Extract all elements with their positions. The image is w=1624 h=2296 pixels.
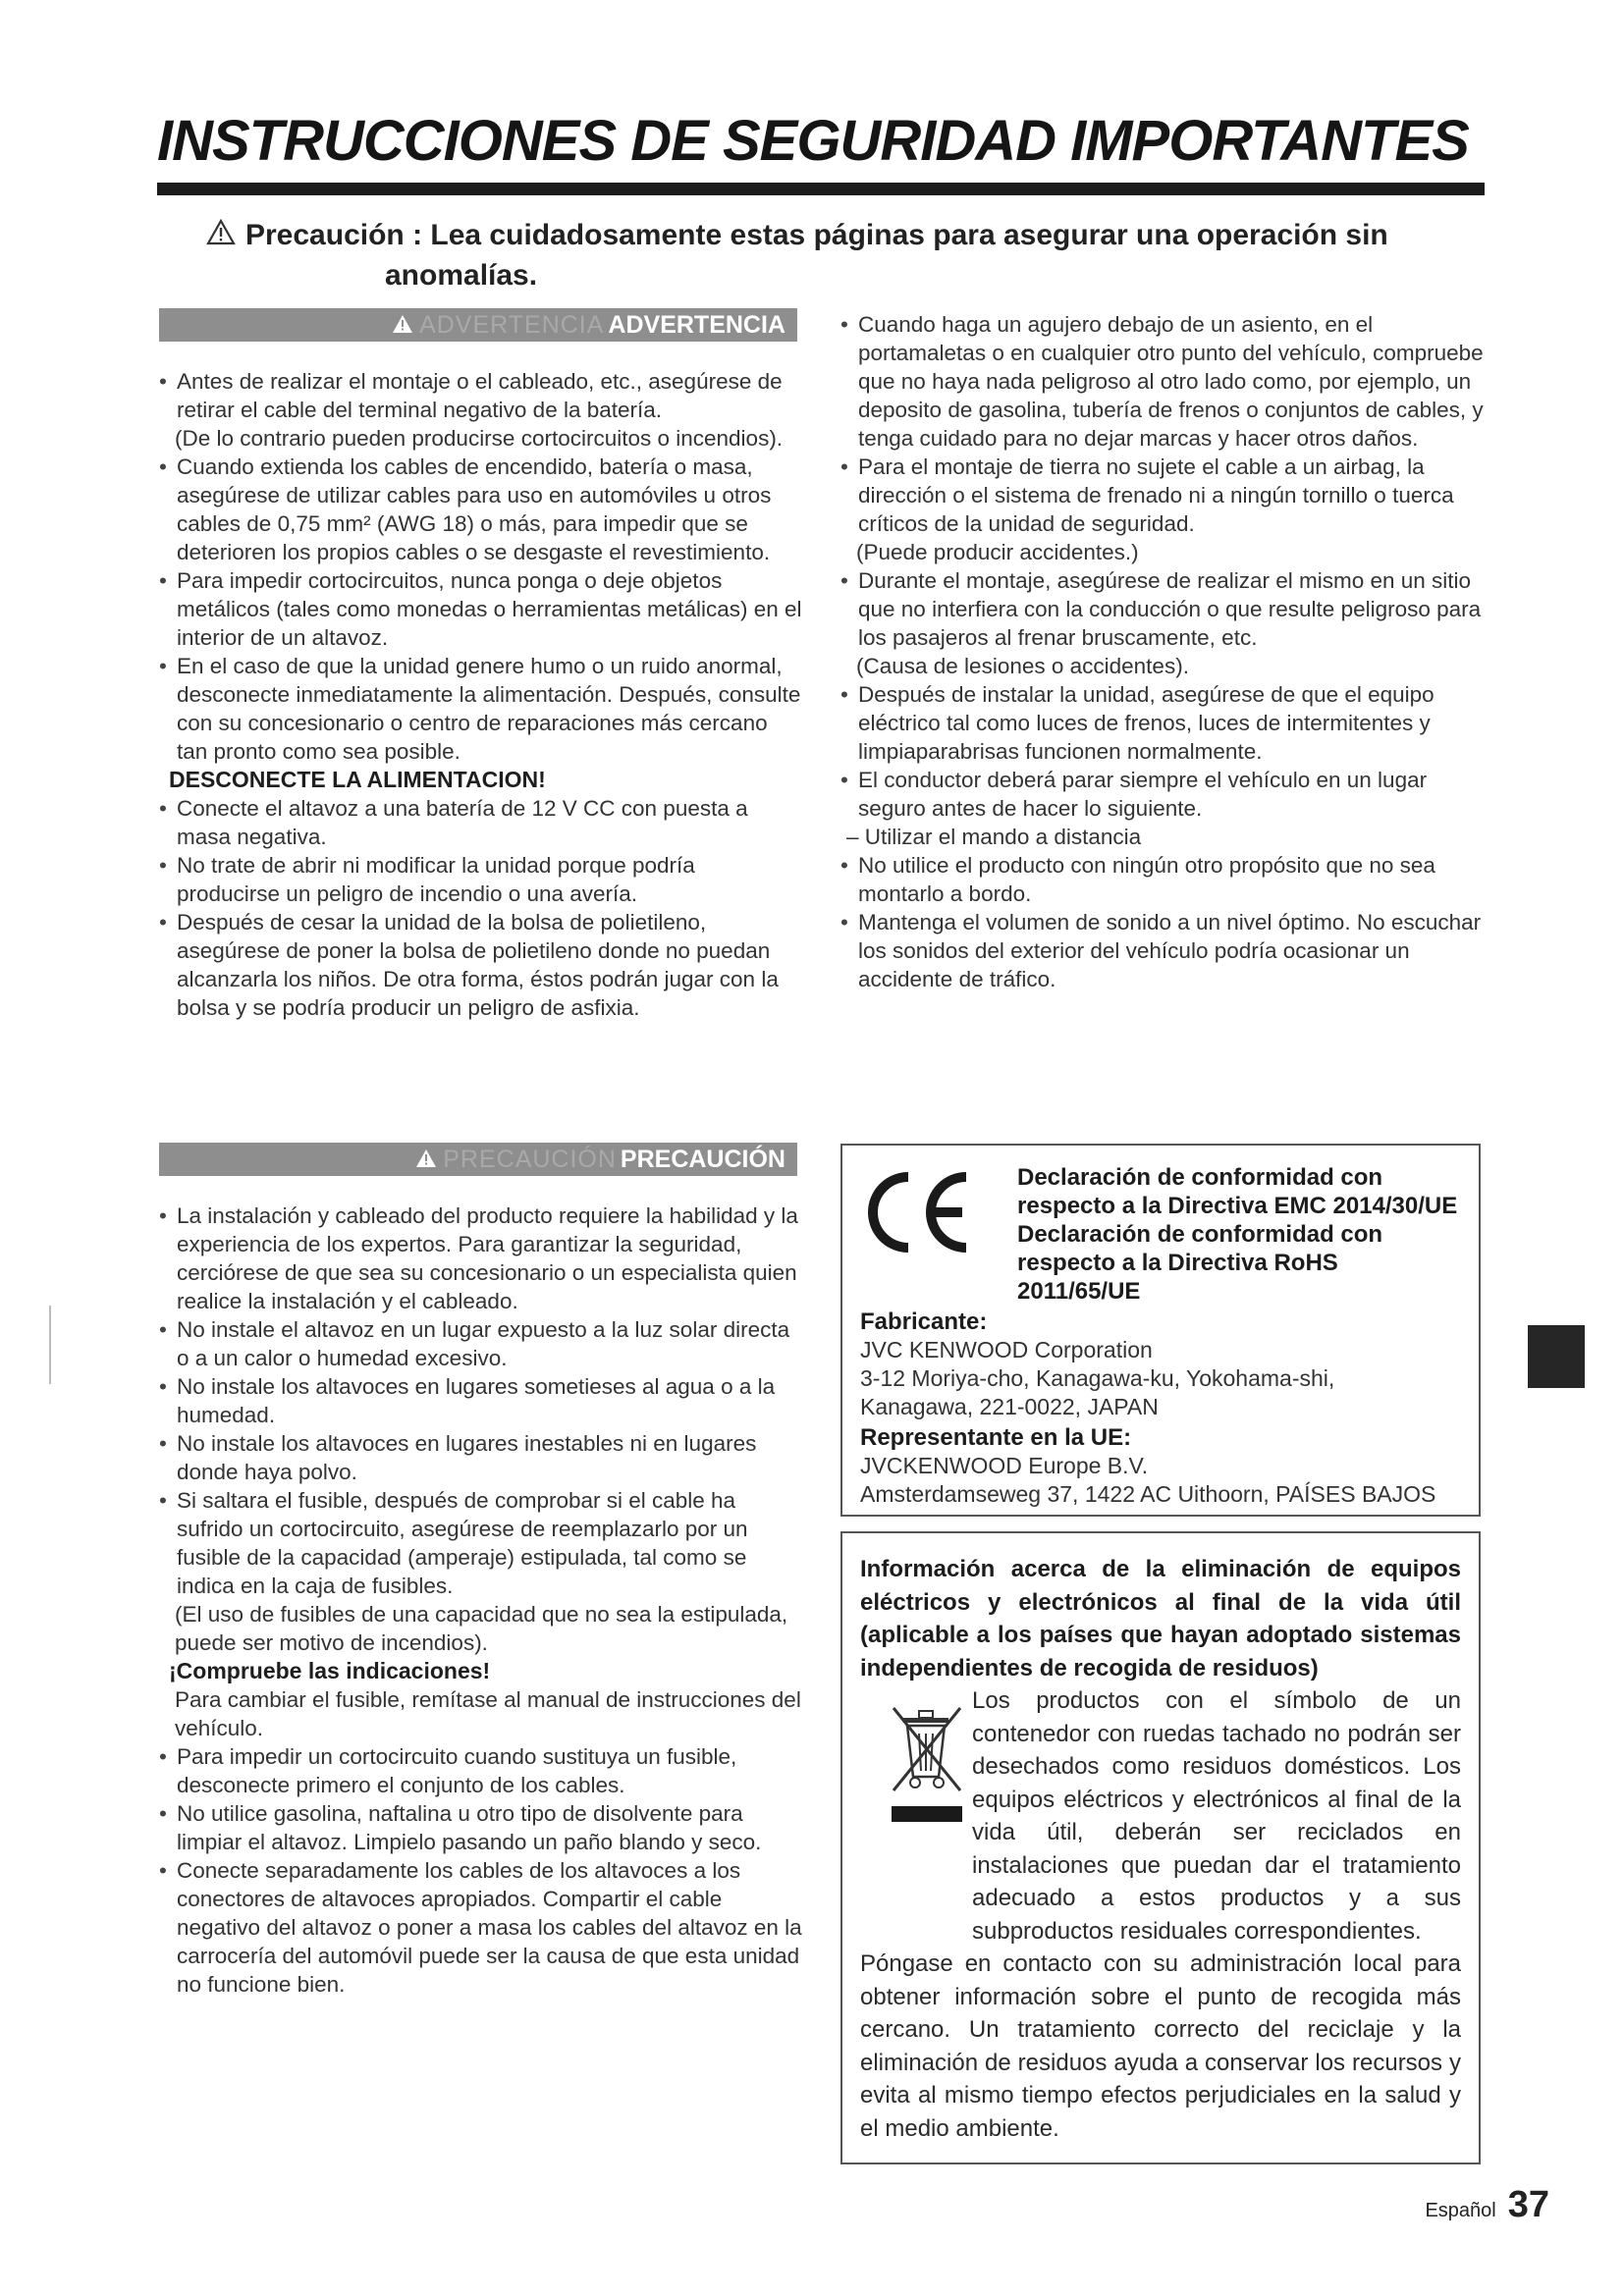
check-text: Para cambiar el fusible, remítase al manual de instrucciones del vehículo. [175, 1687, 801, 1740]
list-item: • No instale los altavoces en lugares inestables ni en lugares donde haya polvo. [155, 1429, 803, 1486]
advertencia-ghost: ADVERTENCIA [419, 311, 605, 339]
precaucion-bar [159, 1143, 797, 1176]
title-rule [157, 183, 1485, 195]
accidents-note: (Puede producir accidentes.) [856, 540, 1139, 564]
fuse-note: (El uso de fusibles de una capacidad que no sea la estipulada, puede ser motivo de incendios). [175, 1602, 788, 1655]
precaucion-label: PRECAUCIÓN [620, 1146, 785, 1173]
list-item: • Después de instalar la unidad, asegúrese de que el equipo eléctrico tal como luces de frenos, luces de intermitentes y limpiaparabrisas funcionen normalmente. [837, 680, 1485, 766]
list-item: • Conecte el altavoz a una batería de 12 V CC con puesta a masa negativa. [155, 794, 803, 851]
list-item: • No instale el altavoz en un lugar expuesto a la luz solar directa o a un calor o humedad excesivo. [155, 1315, 803, 1372]
list-item: • Durante el montaje, asegúrese de realizar el mismo en un sitio que no interfiera con la conducción o que resulte peligroso para los pasajeros al frenar bruscamente, etc. [837, 566, 1485, 652]
manufacturer-address-2: Kanagawa, 221-0022, JAPAN [860, 1394, 1159, 1419]
injuries-note: (Causa de lesiones o accidentes). [856, 654, 1189, 678]
eu-representative-name: JVCKENWOOD Europe B.V. [860, 1453, 1149, 1478]
manufacturer-name: JVC KENWOOD Corporation [860, 1337, 1153, 1362]
advertencia-bar [159, 308, 797, 342]
footer-language: Español [1425, 2200, 1496, 2221]
advertencia-left-column [155, 308, 803, 1022]
list-item: • No trate de abrir ni modificar la unidad porque podría producirse un peligro de incendio o una avería. [155, 851, 803, 908]
disconnect-heading: DESCONECTE LA ALIMENTACION! [169, 767, 546, 792]
list-item: • No utilice gasolina, naftalina u otro tipo de disolvente para limpiar el altavoz. Limpielo pasando un paño blando y seco. [155, 1799, 803, 1856]
list-item: • Para el montaje de tierra no sujete el cable a un airbag, la dirección o el sistema de frenado ni a ningún tornillo o tuerca críticos de la unidad de seguridad. [837, 453, 1485, 538]
page-title: INSTRUCCIONES DE SEGURIDAD IMPORTANTES [157, 109, 1469, 173]
manufacturer-address-1: 3-12 Moriya-cho, Kanagawa-ku, Yokohama-shi, [860, 1365, 1335, 1391]
warning-triangle-icon [392, 309, 413, 343]
weee-title: Información acerca de la eliminación de equipos eléctricos y electrónicos al final de la vida útil (aplicable a los países que hayan adoptado sistemas independientes de recogida de residuos) [860, 1556, 1461, 1682]
list-item: • Para impedir un cortocircuito cuando sustituya un fusible, desconecte primero el conjunto de los cables. [155, 1742, 803, 1799]
weee-text-1: Los productos con el símbolo de un contenedor con ruedas tachado no podrán ser desechados como residuos domésticos. Los equipos eléctricos y electrónicos al final de la vida útil, deberán ser reciclados en instalaciones que puedan dar el tratamiento adecuado a estos productos y a sus subproductos residuales correspondientes. [972, 1687, 1461, 1945]
caution-label: Precaución : [245, 219, 423, 251]
list-item: • No instale los altavoces en lugares sometieses al agua o a la humedad. [155, 1372, 803, 1429]
ce-mark-icon [864, 1167, 972, 1257]
eu-representative-label: Representante en la UE: [860, 1424, 1132, 1451]
list-item: • Para impedir cortocircuitos, nunca ponga o deje objetos metálicos (tales como monedas o herramientas metálicas) en el interior de un altavoz. [155, 566, 803, 652]
precaucion-ghost: PRECAUCIÓN [443, 1146, 617, 1173]
caution-heading [206, 216, 1424, 295]
advertencia-label: ADVERTENCIA [608, 311, 785, 339]
caution-text-2: anomalías. [385, 259, 538, 293]
list-item: • El conductor deberá parar siempre el vehículo en un lugar seguro antes de hacer lo siguiente. [837, 766, 1485, 823]
list-item: • Si saltara el fusible, después de comprobar si el cable ha sufrido un cortocircuito, asegúrese de reemplazarlo por un fusible de la capacidad (amperaje) estipulada, tal como se indica en la caja de fusibles. [155, 1486, 803, 1600]
list-item: • No utilice el producto con ningún otro propósito que no sea montarlo a bordo. [837, 851, 1485, 908]
ce-title: Declaración de conformidad con respecto a la Directiva EMC 2014/30/UE Declaración de conformidad con respecto a la Directiva RoHS 2011/65/UE [1017, 1164, 1458, 1305]
list-item: • Conecte separadamente los cables de los altavoces a los conectores de altavoces apropiados. Compartir el cable negativo del altavoz o poner a masa los cables del altavoz en la carrocería del automóvil puede ser la causa de que esta unidad no funcione bien. [155, 1856, 803, 1999]
list-item: • Antes de realizar el montaje o el cableado, etc., asegúrese de retirar el cable del terminal negativo de la batería. [155, 367, 803, 424]
list-item: • En el caso de que la unidad genere humo o un ruido anormal, desconecte inmediatamente la alimentación. Después, consulte con su concesionario o centro de reparaciones más cercano tan pronto como sea posible. [155, 652, 803, 766]
warning-triangle-icon [206, 217, 236, 256]
ce-mark-text [842, 1146, 843, 1147]
precaucion-column [155, 1143, 803, 1999]
ce-declaration-box [840, 1144, 1481, 1517]
advertencia-right-column [837, 310, 1485, 993]
margin-line [49, 1306, 51, 1384]
crossed-bin-icon [882, 1698, 970, 1836]
check-heading: ¡Compruebe las indicaciones! [169, 1658, 491, 1683]
remote-control-item: – Utilizar el mando a distancia [846, 825, 1142, 849]
list-item: • Mantenga el volumen de sonido a un nivel óptimo. No escuchar los sonidos del exterior del vehículo podría ocasionar un accidente de tráfico. [837, 908, 1485, 993]
list-item: • La instalación y cableado del producto requiere la habilidad y la experiencia de los expertos. Para garantizar la seguridad, cerciórese de que sea su concesionario o un especialista quien realice la instalación y el cableado. [155, 1201, 803, 1315]
list-item: • Cuando haga un agujero debajo de un asiento, en el portamaletas o en cualquier otro punto del vehículo, compruebe que no haya nada peligroso al otro lado como, por ejemplo, un deposito de gasolina, tubería de frenos o conjuntos de cables, y tenga cuidado para no dejar marcas y hacer otros daños. [837, 310, 1485, 453]
list-item: • Después de cesar la unidad de la bolsa de polietileno, asegúrese de poner la bolsa de polietileno donde no puedan alcanzarla los niños. De otra forma, éstos podrán jugar con la bolsa y se podría producir un peligro de asfixia. [155, 908, 803, 1022]
page-number: 37 [1507, 2184, 1549, 2225]
weee-text-2: Póngase en contacto con su administración local para obtener información sobre el punto de recogida más cercano. Un tratamiento correcto del reciclaje y la eliminación de residuos ayuda a conservar los recursos y evita al mismo tiempo efectos perjudiciales en la salud y el medio ambiente. [860, 1950, 1461, 2142]
list-item: • Cuando extienda los cables de encendido, batería o masa, asegúrese de utilizar cables para uso en automóviles u otros cables de 0,75 mm² (AWG 18) o más, para impedir que se deterioren los propios cables o se desgaste el revestimiento. [155, 453, 803, 566]
short-circuit-note: (De lo contrario pueden producirse cortocircuitos o incendios). [175, 426, 784, 451]
manufacturer-label: Fabricante: [860, 1308, 988, 1335]
page-footer [1425, 2184, 1549, 2226]
caution-text-1: Lea cuidadosamente estas páginas para asegurar una operación sin [430, 219, 1388, 251]
warning-triangle-icon [415, 1144, 437, 1177]
section-tab-marker [1528, 1325, 1585, 1388]
weee-info-box [840, 1531, 1481, 2164]
eu-representative-address: Amsterdamseweg 37, 1422 AC Uithoorn, PAÍSES BAJOS [860, 1481, 1436, 1507]
